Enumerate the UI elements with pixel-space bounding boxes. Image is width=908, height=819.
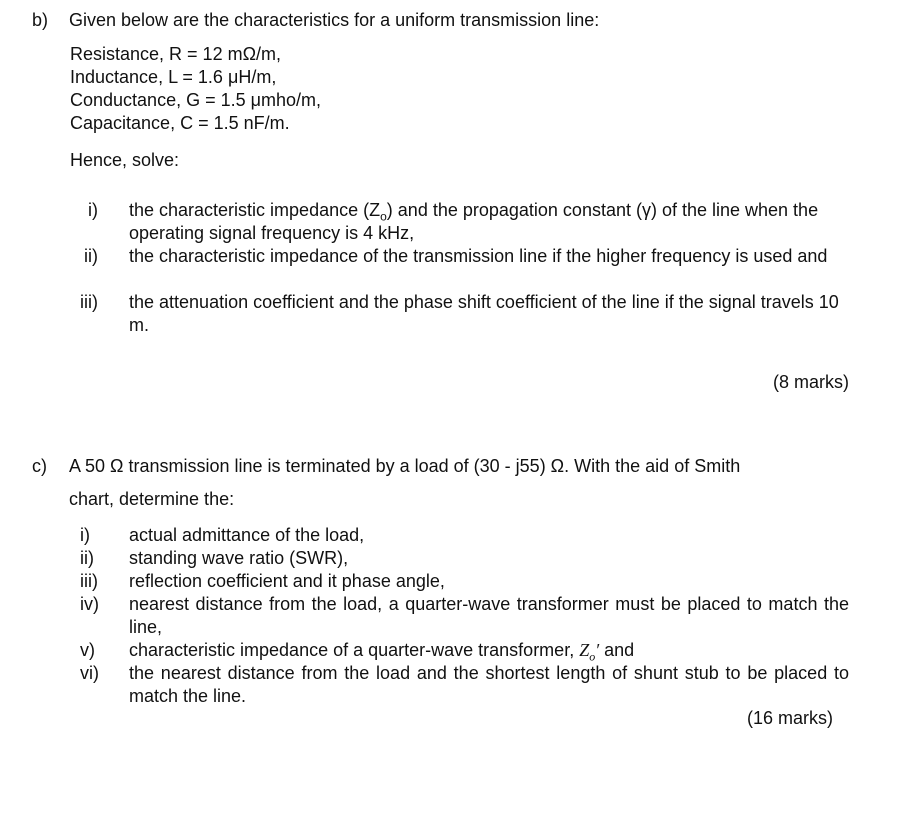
section-b-marker: b) — [32, 10, 49, 30]
param-inductance: Inductance, L = 1.6 μH/m, — [70, 67, 277, 87]
c-item-iv-label: iv) — [80, 594, 99, 614]
c-item-vi-label: vi) — [80, 663, 99, 683]
section-c-intro-line2: chart, determine the: — [69, 489, 235, 509]
b-item-ii-label: ii) — [84, 246, 98, 266]
section-c-marks: (16 marks) — [746, 708, 833, 728]
c-item-i-text: actual admittance of the load, — [129, 525, 365, 545]
c-item-iv-text: nearest distance from the load, a quarter-wave transformer must be placed to match the line, — [129, 594, 849, 637]
section-c-intro-line1: A 50 Ω transmission line is terminated by a load of (30 - j55) Ω. With the aid of Smith — [69, 456, 741, 476]
section-b-marks: (8 marks) — [773, 372, 849, 392]
b-item-i-text: the characteristic impedance $(Z_o)$ and the propagation constant (γ) of the line when the operating signal frequency is 4 kHz, — [129, 200, 819, 243]
c-item-v-label: v) — [80, 640, 95, 660]
c-item-ii-label: ii) — [80, 548, 94, 568]
b-item-ii-text: the characteristic impedance of the transmission line if the higher frequency is used and — [129, 246, 828, 266]
b-item-i-label: i) — [88, 200, 98, 220]
c-item-i-label: i) — [80, 525, 90, 545]
c-item-iii-label: iii) — [80, 571, 98, 591]
b-item-iii-text: the attenuation coefficient and the phase shift coefficient of the line if the signal travels 10 m. — [129, 292, 839, 335]
c-item-vi-text: the nearest distance from the load and the shortest length of shunt stub to be placed to match the line. — [129, 663, 849, 706]
c-item-v-text: characteristic impedance of a quarter-wave transformer, $Z_o'$ and — [129, 640, 635, 664]
param-resistance: Resistance, R = 12 mΩ/m, — [70, 44, 282, 64]
z-o-prime-math: $Z_o'$ — [579, 640, 600, 664]
c-item-ii-text: standing wave ratio (SWR), — [129, 548, 349, 568]
hence-solve-text: Hence, solve: — [70, 150, 180, 170]
param-capacitance: Capacitance, C = 1.5 nF/m. — [70, 113, 290, 133]
section-c-marker: c) — [32, 456, 47, 476]
param-conductance: Conductance, G = 1.5 μmho/m, — [70, 90, 321, 110]
b-item-iii-label: iii) — [80, 292, 98, 312]
section-b-intro: Given below are the characteristics for a uniform transmission line: — [69, 10, 600, 30]
c-item-iii-text: reflection coefficient and it phase angle, — [129, 571, 445, 591]
